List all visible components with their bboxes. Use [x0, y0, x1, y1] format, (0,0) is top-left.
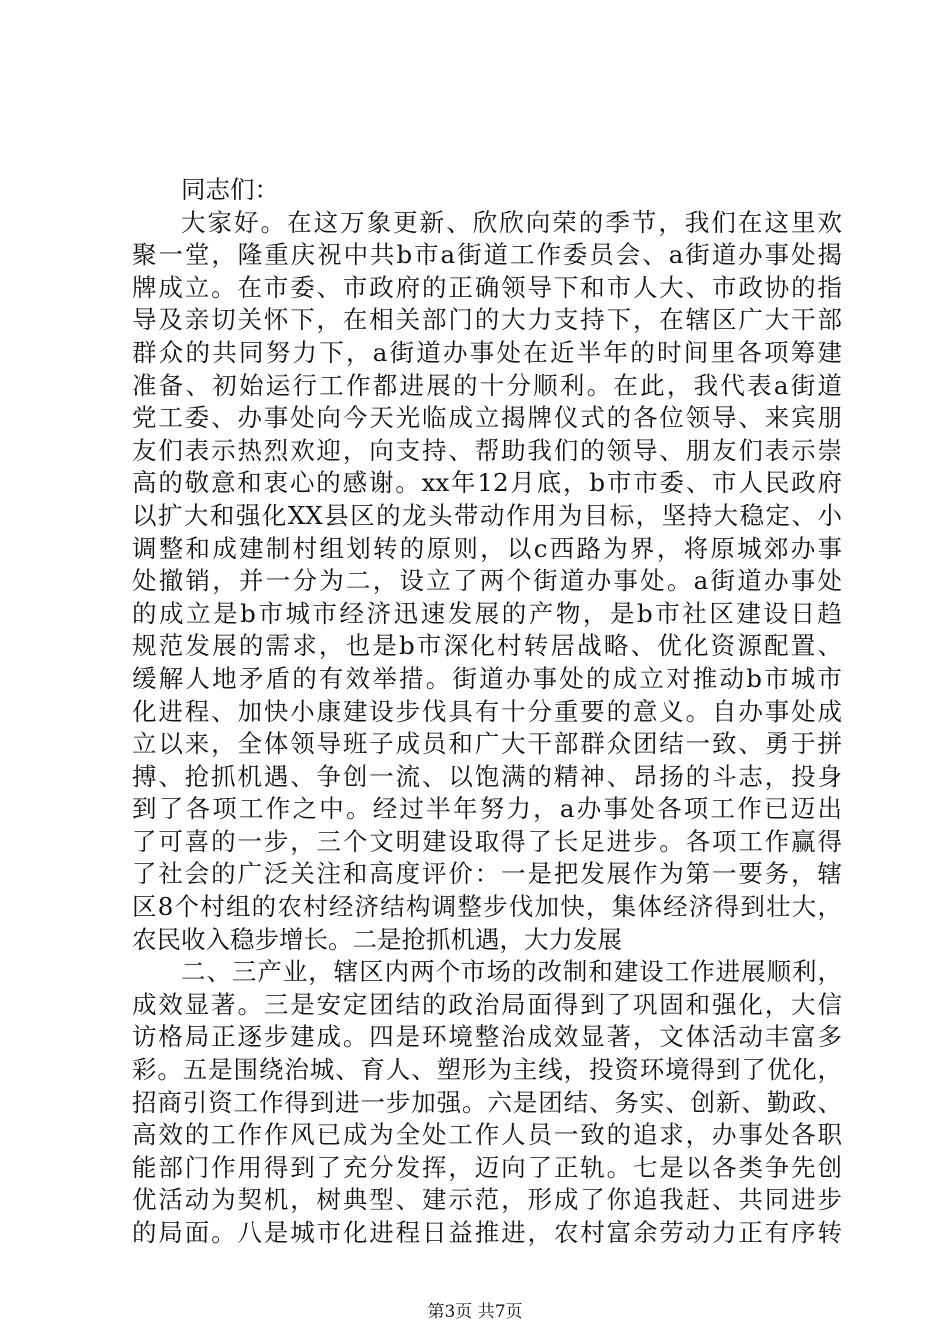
text-line: 的成立是b市城市经济迅速发展的产物，是b市社区建设日趋 [132, 598, 842, 628]
text-line: 区8个村组的农村经济结构调整步伐加快，集体经济得到壮大， [132, 892, 842, 922]
text-line: 调整和成建制村组划转的原则，以c西路为界，将原城郊办事 [132, 533, 842, 563]
text-line: 了可喜的一步，三个文明建设取得了长足进步。各项工作赢得 [132, 826, 842, 856]
text-line: 优活动为契机，树典型、建示范，形成了你追我赶、共同进步 [132, 1185, 842, 1215]
text-line: 化进程、加快小康建设步伐具有十分重要的意义。自办事处成 [132, 696, 842, 726]
text-line: 党工委、办事处向今天光临成立揭牌仪式的各位领导、来宾朋 [132, 403, 842, 433]
salutation-line: 同志们： [181, 175, 279, 204]
text-line: 招商引资工作得到进一步加强。六是团结、务实、创新、勤政、 [132, 1087, 842, 1117]
text-line: 大家好。在这万象更新、欣欣向荣的季节，我们在这里欢 [181, 207, 842, 237]
text-line: 的局面。八是城市化进程日益推进，农村富余劳动力正有序转 [132, 1218, 842, 1247]
text-line: 聚一堂，隆重庆祝中共b市a街道工作委员会、a街道办事处揭 [132, 240, 842, 270]
text-line: 搏、抢抓机遇、争创一流、以饱满的精神、昂扬的斗志，投身 [132, 761, 842, 791]
text-line: 到了各项工作之中。经过半年努力，a办事处各项工作已迈出 [132, 794, 842, 824]
text-line: 缓解人地矛盾的有效举措。街道办事处的成立对推动b市城市 [132, 663, 842, 693]
text-line: 以扩大和强化XX县区的龙头带动作用为目标，坚持大稳定、小 [132, 500, 842, 530]
text-line: 高的敬意和衷心的感谢。xx年12月底，b市市委、市人民政府 [132, 468, 842, 498]
text-line: 准备、初始运行工作都进展的十分顺利。在此，我代表a街道 [132, 370, 842, 400]
text-line: 农民收入稳步增长。二是抢抓机遇，大力发展 [132, 924, 622, 954]
text-line: 立以来，全体领导班子成员和广大干部群众团结一致、勇于拼 [132, 729, 842, 759]
text-line: 彩。五是围绕治城、育人、塑形为主线，投资环境得到了优化， [132, 1055, 842, 1085]
text-line: 能部门作用得到了充分发挥，迈向了正轨。七是以各类争先创 [132, 1152, 842, 1182]
text-line: 成效显著。三是安定团结的政治局面得到了巩固和强化，大信 [132, 989, 842, 1019]
body-text [132, 174, 842, 1250]
text-line: 友们表示热烈欢迎，向支持、帮助我们的领导、朋友们表示崇 [132, 435, 842, 465]
text-line: 规范发展的需求，也是b市深化村转居战略、优化资源配置、 [132, 631, 842, 661]
text-line: 牌成立。在市委、市政府的正确领导下和市人大、市政协的指 [132, 272, 842, 302]
text-line: 群众的共同努力下，a街道办事处在近半年的时间里各项筹建 [132, 337, 842, 367]
text-line: 二、三产业，辖区内两个市场的改制和建设工作进展顺利， [181, 957, 842, 987]
text-line: 处撤销，并一分为二，设立了两个街道办事处。a街道办事处 [132, 566, 842, 596]
text-line: 高效的工作作风已成为全处工作人员一致的追求，办事处各职 [132, 1120, 842, 1150]
text-line: 了社会的广泛关注和高度评价：一是把发展作为第一要务，辖 [132, 859, 842, 889]
text-line: 访格局正逐步建成。四是环境整治成效显著，文体活动丰富多 [132, 1022, 842, 1052]
text-line: 导及亲切关怀下，在相关部门的大力支持下，在辖区广大干部 [132, 305, 842, 335]
page-number-footer: 第3页 共7页 [427, 1302, 523, 1322]
